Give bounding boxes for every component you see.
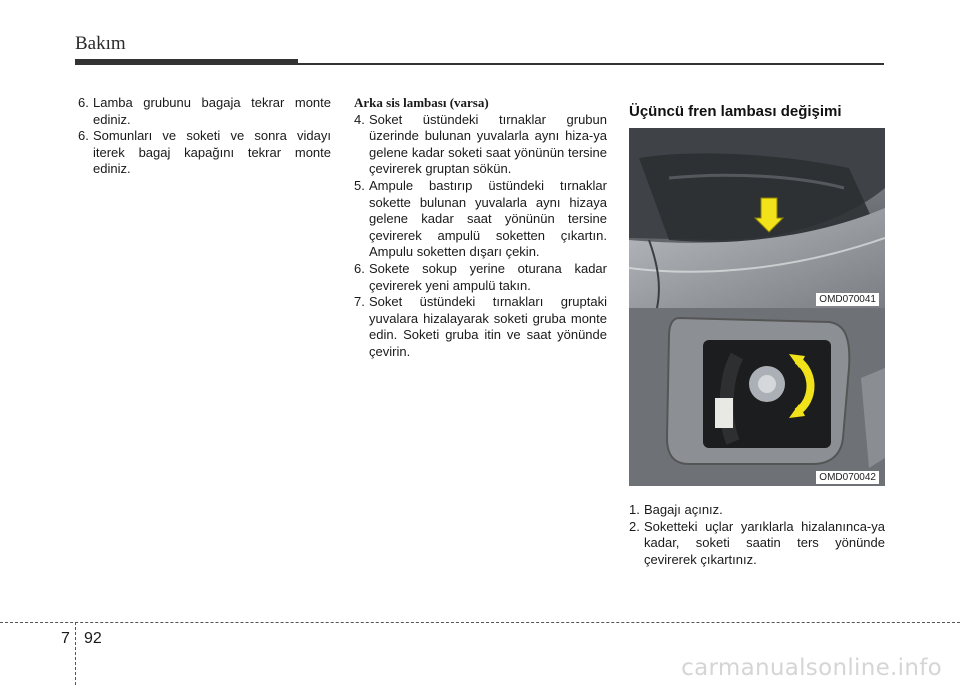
step-number: 6. [78,95,89,110]
section-title: Üçüncü fren lambası değişimi [629,103,842,120]
step-text: Sokete sokup yerine oturana kadar çevirerek yeni ampulü takın. [369,260,607,293]
header-rule-thin [75,63,884,65]
photo2-caption: OMD070042 [816,471,879,484]
list-item [78,95,331,128]
step-number: 6. [354,260,365,276]
step-number: 2. [629,518,640,534]
footer-divider [0,622,960,623]
photo1-caption: OMD070041 [816,293,879,306]
step-text: Somunları ve soketi ve sonra vidayı iterek bagaj kapağını tekrar monte ediniz. [93,128,331,177]
column-3-steps [629,502,885,568]
footer-vertical-divider [75,622,76,685]
page-number: 92 [84,630,102,647]
chapter-number: 7 [61,630,70,647]
photo-lamp-socket [629,308,885,486]
column-1 [78,95,331,178]
list-item [629,502,885,519]
column-2 [354,95,607,361]
list-item [354,112,607,178]
list-item [629,519,885,569]
watermark: carmanualsonline.info [681,655,942,681]
step-text: Soket üstündeki tırnakları gruptaki yuvalara hizalayarak soketi gruba monte edin. Soketi gruba itin ve saat yönünde çevirin. [369,294,607,359]
step-text: Soketteki uçlar yarıklarla hizalanınca-ya kadar, soketi saatin ters yönünde çevirerek çıkartınız. [644,518,885,567]
subheading-rear-fog-lamp: Arka sis lambası (varsa) [354,95,489,110]
list-item [354,261,607,294]
list-item [354,294,607,360]
step-text: Lamba grubunu bagaja tekrar monte ediniz. [93,95,331,127]
step-number: 6. [78,128,89,144]
steps-list-column-1 [78,95,331,178]
step-number: 1. [629,502,640,517]
steps-list-column-3 [629,502,885,568]
step-number: 4. [354,111,365,127]
step-number: 7. [354,294,365,310]
header-title: Bakım [75,33,126,54]
step-text: Soket üstündeki tırnaklar grubun üzerinde bulunan yuvalarla aynı hiza-ya gelene kadar soketi saat yönünün tersine çevirerek gruptan sökün. [369,111,607,177]
step-text: Bagajı açınız. [644,502,723,517]
list-item [78,128,331,178]
photo-rear-window [629,128,885,308]
steps-list-column-2 [354,112,607,361]
list-item [354,178,607,261]
step-number: 5. [354,177,365,193]
lamp-socket-illustration [629,308,885,486]
step-text: Ampule bastırıp üstündeki tırnaklar sokette bulunan yuvalarla aynı hizaya gelene kadar saat yönünün tersine çevirerek ampulü soketten çıkartın. Ampulu soketten dışarı çekin. [369,177,607,260]
rear-window-illustration [629,128,885,308]
